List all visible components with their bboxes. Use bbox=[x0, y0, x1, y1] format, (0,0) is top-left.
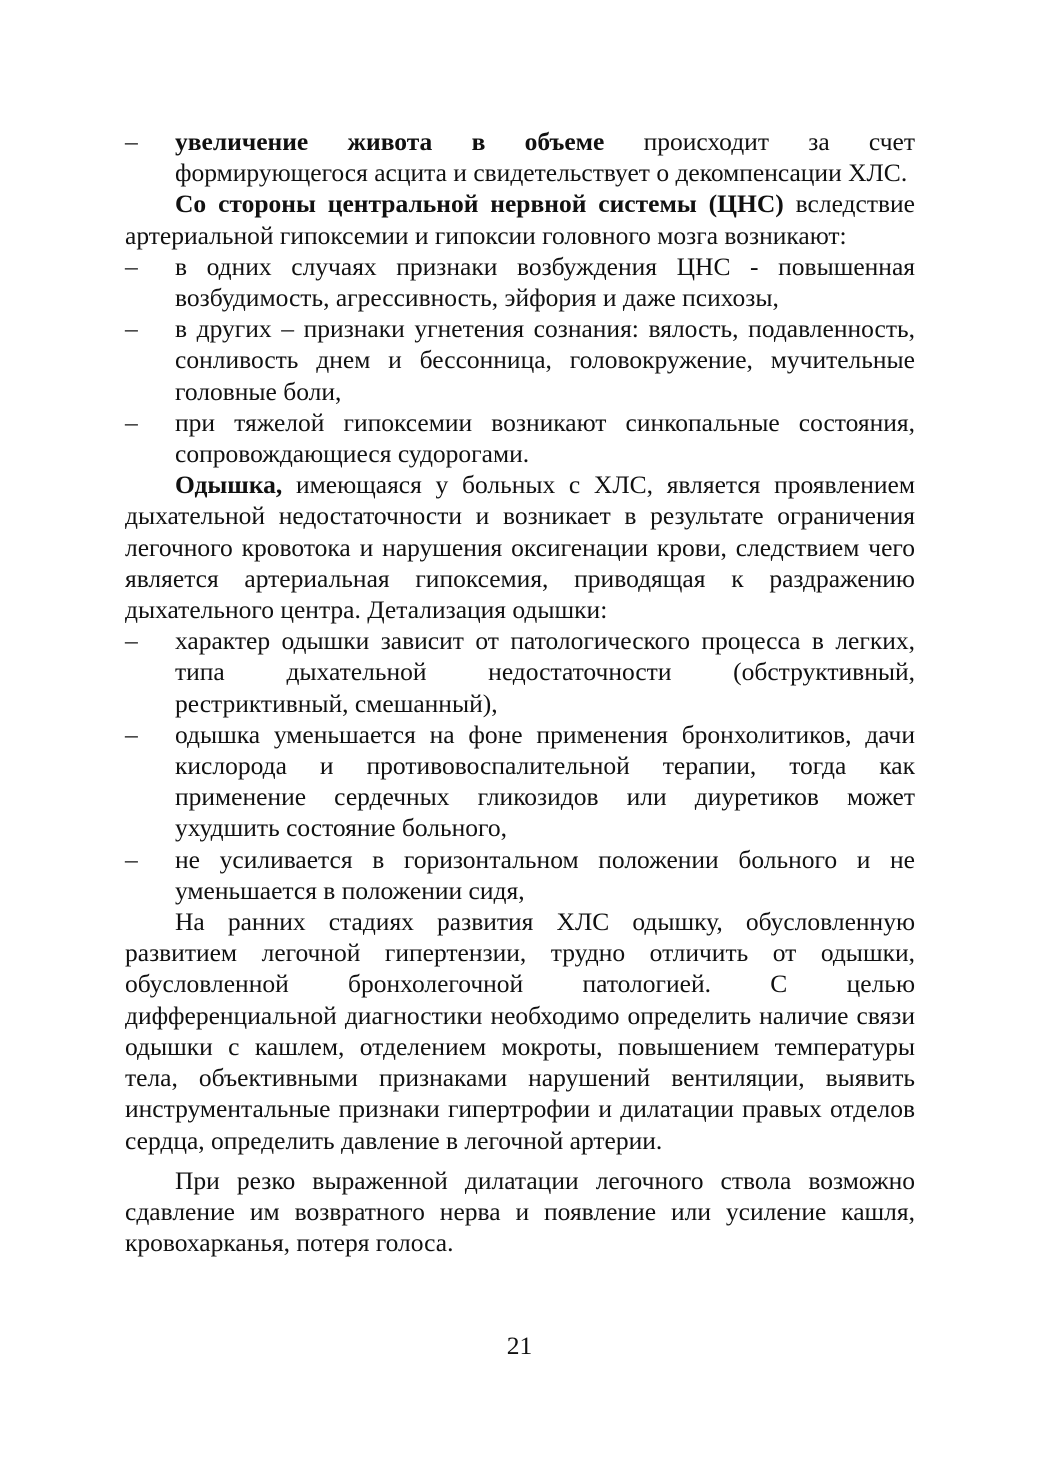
list-item-text: в других – признаки угнетения сознания: вялость, подавленность, сонливость днем и бессонница, головокружение, мучительные головные боли, bbox=[175, 314, 915, 406]
list-item-text: при тяжелой гипоксемии возникают синкопальные состояния, сопровождающиеся судорогами. bbox=[175, 407, 915, 469]
list-item-text: не усиливается в горизонтальном положении больного и не уменьшается в положении сидя, bbox=[175, 844, 915, 905]
list-dash: – bbox=[125, 314, 138, 344]
page-number: 21 bbox=[506, 1331, 533, 1360]
paragraph-dilatation: При резко выраженной дилатации легочного ствола возможно сдавление им возвратного нерва и появление или усиление кашля, кровохарканья, потеря голоса. bbox=[125, 1165, 915, 1258]
list-item-text: в одних случаях признаки возбуждения ЦНС - повышенная возбудимость, агрессивность, эйфория и даже психозы, bbox=[175, 251, 915, 313]
list-dash: – bbox=[125, 251, 138, 281]
list-item-text: одышка уменьшается на фоне применения бронхолитиков, дачи кислорода и противовоспалительной терапии, тогда как применение сердечных гликозидов или диуретиков может ухудшить состояние больного, bbox=[175, 719, 915, 843]
list-item-text: характер одышки зависит от патологического процесса в легких, типа дыхательной недостаточности (обструктивный, рестриктивный, смешанный), bbox=[175, 626, 915, 718]
paragraph-dyspnea bbox=[125, 469, 915, 625]
list-item bbox=[125, 313, 915, 407]
list-item bbox=[125, 251, 915, 313]
paragraph-text: вследствие артериальной гипоксемии и гипоксии головного мозга возникают: bbox=[125, 189, 915, 250]
list-item bbox=[125, 407, 915, 469]
list-item bbox=[125, 719, 915, 844]
paragraph-text: имеющаяся у больных с ХЛС, является проявлением дыхательной недостаточности и возникает в результате ограничения легочного кровотока и нарушения оксигенации крови, следствием чего является артериальная гипоксемия, приводящая к раздражению дыхательного центра. Детализация одышки: bbox=[125, 470, 915, 625]
bold-lead: увеличение живота в объеме bbox=[175, 127, 605, 156]
list-item-text: происходит за счет формирующегося асцита и свидетельствует о декомпенсации ХЛС. bbox=[175, 127, 915, 188]
list-item bbox=[125, 126, 915, 188]
list-item bbox=[125, 844, 915, 906]
list-dash: – bbox=[125, 127, 138, 156]
list-dash: – bbox=[125, 719, 138, 749]
list-dash: – bbox=[125, 407, 138, 437]
list-dash: – bbox=[125, 626, 138, 656]
paragraph-cns bbox=[125, 188, 915, 250]
bold-lead: Со стороны центральной нервной системы (ЦНС) bbox=[175, 189, 784, 219]
bold-lead: Одышка, bbox=[175, 470, 283, 500]
list-dash: – bbox=[125, 844, 138, 874]
list-item bbox=[125, 625, 915, 719]
paragraph-gap bbox=[125, 1156, 915, 1165]
page-content bbox=[125, 126, 915, 1258]
paragraph-early-stages: На ранних стадиях развития ХЛС одышку, обусловленную развитием легочной гипертензии, трудно отличить от одышки, обусловленной бронхолегочной патологией. С целью дифференциальной диагностики необходимо определить наличие связи одышки с кашлем, отделением мокроты, повышением температуры тела, объективными признаками нарушений вентиляции, выявить инструментальные признаки гипертрофии и дилатации правых отделов сердца, определить давление в легочной артерии. bbox=[125, 907, 915, 1155]
